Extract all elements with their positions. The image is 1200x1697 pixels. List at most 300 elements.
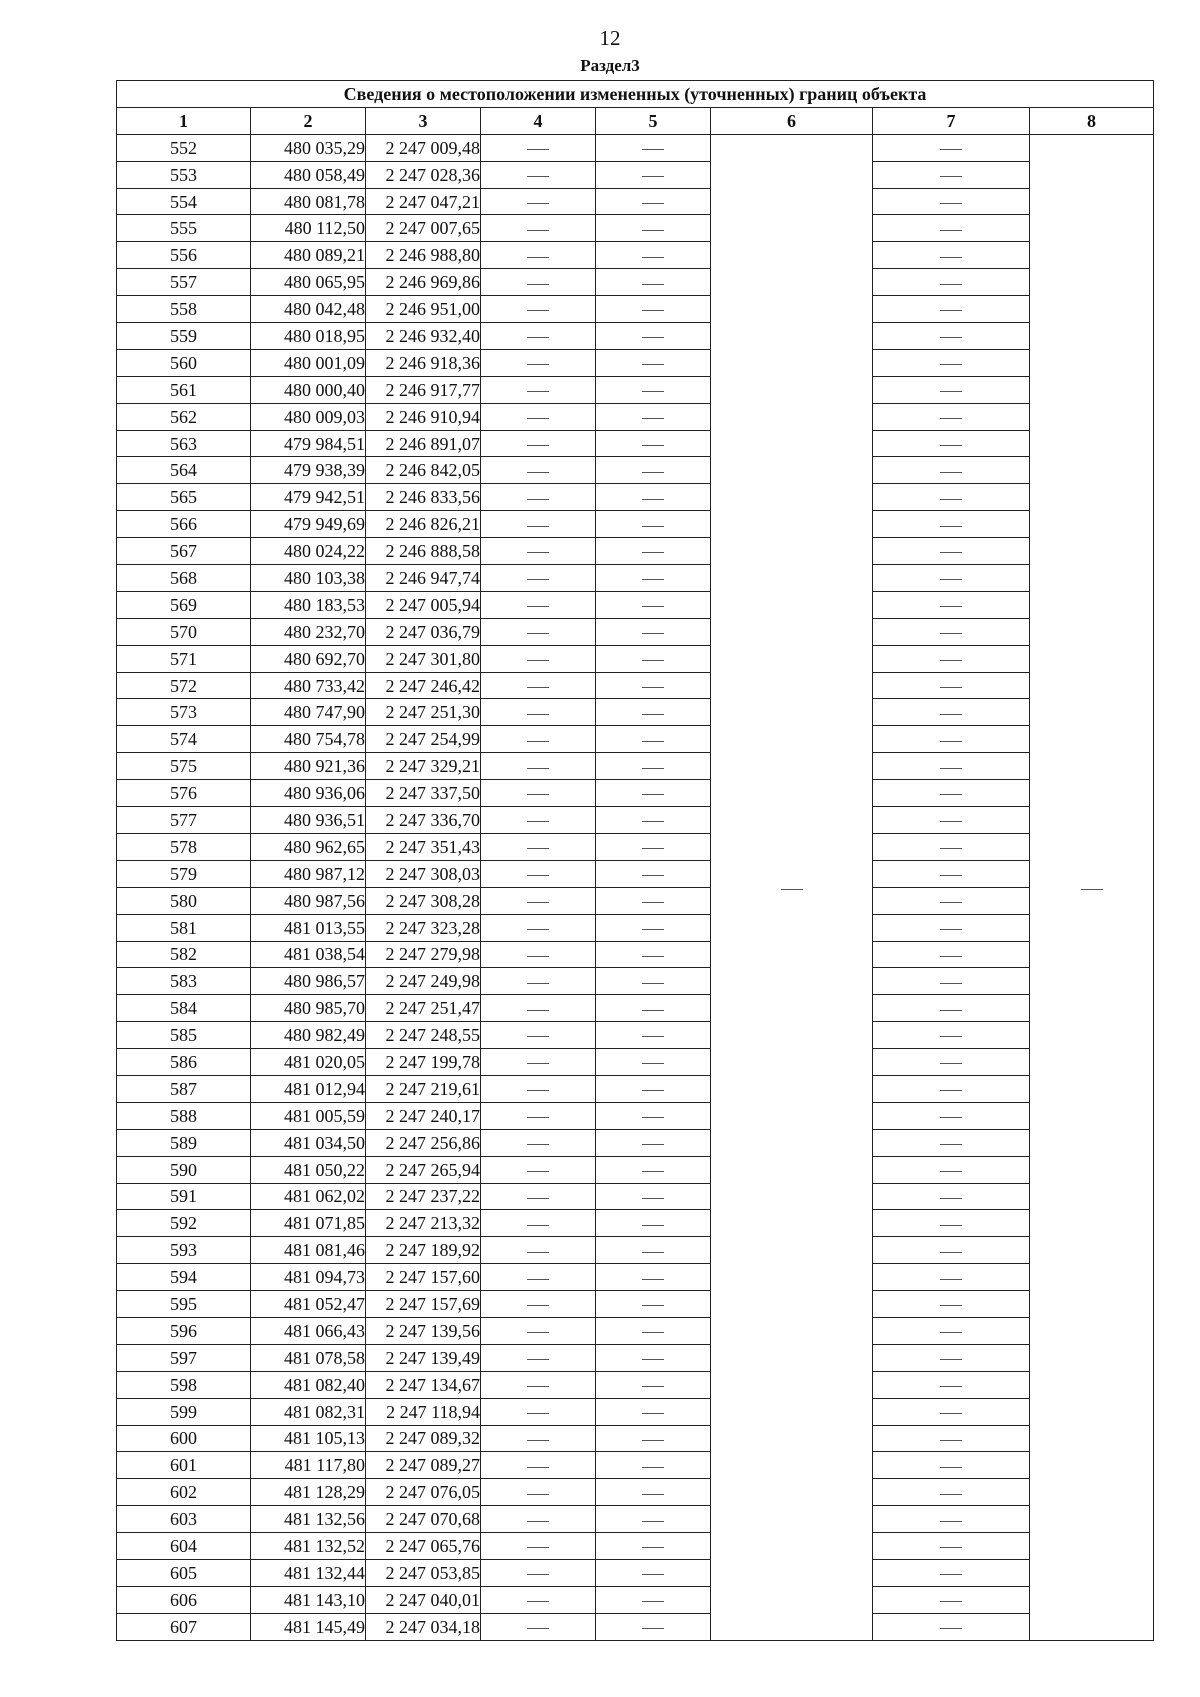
dash-mark <box>527 768 549 769</box>
dash-mark <box>527 203 549 204</box>
table-row <box>117 269 1154 296</box>
coordinate-y-cell: 2 246 826,21 <box>366 511 481 538</box>
dash-mark <box>527 284 549 285</box>
col5-empty-cell <box>596 618 711 645</box>
table-row <box>117 538 1154 565</box>
column-header: 8 <box>1030 107 1154 134</box>
col5-empty-cell <box>596 134 711 161</box>
col7-empty-cell <box>873 1317 1030 1344</box>
col7-empty-cell <box>873 699 1030 726</box>
dash-mark <box>642 149 664 150</box>
coordinate-y-cell: 2 247 249,98 <box>366 968 481 995</box>
col4-empty-cell <box>481 1371 596 1398</box>
col7-empty-cell <box>873 376 1030 403</box>
dash-mark <box>940 687 962 688</box>
coordinate-y-cell: 2 247 323,28 <box>366 914 481 941</box>
coordinate-x-cell: 481 143,10 <box>251 1586 366 1613</box>
coordinate-x-cell: 480 982,49 <box>251 1022 366 1049</box>
col4-empty-cell <box>481 242 596 269</box>
dash-mark <box>642 1171 664 1172</box>
coordinate-y-cell: 2 247 351,43 <box>366 833 481 860</box>
dash-mark <box>527 875 549 876</box>
col7-empty-cell <box>873 1398 1030 1425</box>
point-number-cell: 587 <box>117 1075 251 1102</box>
coordinate-y-cell: 2 247 308,28 <box>366 887 481 914</box>
dash-mark <box>527 794 549 795</box>
coordinate-x-cell: 480 962,65 <box>251 833 366 860</box>
col7-empty-cell <box>873 968 1030 995</box>
column-header: 1 <box>117 107 251 134</box>
col7-empty-cell <box>873 1533 1030 1560</box>
dash-mark <box>940 1467 962 1468</box>
point-number-cell: 564 <box>117 457 251 484</box>
dash-mark <box>940 472 962 473</box>
point-number-cell: 605 <box>117 1559 251 1586</box>
coordinate-x-cell: 480 001,09 <box>251 349 366 376</box>
dash-mark <box>940 983 962 984</box>
col7-empty-cell <box>873 1210 1030 1237</box>
dash-mark <box>527 472 549 473</box>
dash-mark <box>642 445 664 446</box>
column-header: 6 <box>711 107 873 134</box>
point-number-cell: 580 <box>117 887 251 914</box>
col5-empty-cell <box>596 780 711 807</box>
table-row <box>117 215 1154 242</box>
point-number-cell: 589 <box>117 1129 251 1156</box>
dash-mark <box>940 418 962 419</box>
point-number-cell: 572 <box>117 672 251 699</box>
dash-mark <box>940 230 962 231</box>
coordinate-y-cell: 2 247 219,61 <box>366 1075 481 1102</box>
coordinate-y-cell: 2 246 842,05 <box>366 457 481 484</box>
col5-empty-cell <box>596 860 711 887</box>
dash-mark <box>527 1010 549 1011</box>
table-row <box>117 941 1154 968</box>
dash-mark <box>642 633 664 634</box>
dash-mark <box>642 1305 664 1306</box>
dash-mark <box>527 848 549 849</box>
coordinate-x-cell: 480 024,22 <box>251 538 366 565</box>
col4-empty-cell <box>481 1398 596 1425</box>
dash-mark <box>940 1494 962 1495</box>
boundary-coordinates-table <box>116 80 1154 1641</box>
coordinate-y-cell: 2 247 028,36 <box>366 161 481 188</box>
dash-mark <box>940 1010 962 1011</box>
dash-mark <box>527 1386 549 1387</box>
col7-empty-cell <box>873 430 1030 457</box>
coordinate-x-cell: 481 132,56 <box>251 1506 366 1533</box>
table-row <box>117 699 1154 726</box>
col7-empty-cell <box>873 618 1030 645</box>
dash-mark <box>527 337 549 338</box>
table-row <box>117 1049 1154 1076</box>
col7-empty-cell <box>873 860 1030 887</box>
coordinate-y-cell: 2 247 189,92 <box>366 1237 481 1264</box>
dash-mark <box>940 794 962 795</box>
coordinate-x-cell: 480 035,29 <box>251 134 366 161</box>
dash-mark <box>940 1063 962 1064</box>
coordinate-x-cell: 480 183,53 <box>251 591 366 618</box>
col5-empty-cell <box>596 887 711 914</box>
point-number-cell: 607 <box>117 1613 251 1640</box>
dash-mark <box>940 929 962 930</box>
point-number-cell: 582 <box>117 941 251 968</box>
col5-empty-cell <box>596 941 711 968</box>
dash-mark <box>940 1198 962 1199</box>
dash-mark <box>527 176 549 177</box>
dash-mark <box>642 1332 664 1333</box>
table-row <box>117 1559 1154 1586</box>
table-row <box>117 1425 1154 1452</box>
dash-mark <box>940 1628 962 1629</box>
dash-mark <box>642 875 664 876</box>
col4-empty-cell <box>481 538 596 565</box>
col5-empty-cell <box>596 699 711 726</box>
table-row <box>117 511 1154 538</box>
dash-mark <box>527 1225 549 1226</box>
dash-mark <box>642 230 664 231</box>
dash-mark <box>642 203 664 204</box>
dash-mark <box>527 1063 549 1064</box>
col7-empty-cell <box>873 296 1030 323</box>
dash-mark <box>527 1413 549 1414</box>
col7-empty-cell <box>873 1425 1030 1452</box>
col4-empty-cell <box>481 269 596 296</box>
table-row <box>117 1613 1154 1640</box>
col4-empty-cell <box>481 1237 596 1264</box>
dash-mark <box>642 929 664 930</box>
dash-mark <box>642 741 664 742</box>
dash-mark <box>940 1547 962 1548</box>
col7-empty-cell <box>873 726 1030 753</box>
dash-mark <box>642 418 664 419</box>
coordinate-y-cell: 2 247 009,48 <box>366 134 481 161</box>
col5-empty-cell <box>596 457 711 484</box>
point-number-cell: 591 <box>117 1183 251 1210</box>
table-row <box>117 296 1154 323</box>
column-header: 5 <box>596 107 711 134</box>
col5-empty-cell <box>596 538 711 565</box>
coordinate-y-cell: 2 247 134,67 <box>366 1371 481 1398</box>
coordinate-y-cell: 2 247 251,30 <box>366 699 481 726</box>
dash-mark <box>642 579 664 580</box>
coordinate-y-cell: 2 247 047,21 <box>366 188 481 215</box>
coordinate-y-cell: 2 247 139,49 <box>366 1344 481 1371</box>
coordinate-y-cell: 2 247 213,32 <box>366 1210 481 1237</box>
col7-empty-cell <box>873 645 1030 672</box>
point-number-cell: 584 <box>117 995 251 1022</box>
col7-empty-cell <box>873 1371 1030 1398</box>
dash-mark <box>642 1063 664 1064</box>
coordinate-y-cell: 2 247 329,21 <box>366 753 481 780</box>
col4-empty-cell <box>481 1344 596 1371</box>
col4-empty-cell <box>481 699 596 726</box>
table-row <box>117 1344 1154 1371</box>
dash-mark <box>527 902 549 903</box>
dash-mark <box>527 1467 549 1468</box>
table-row <box>117 1317 1154 1344</box>
dash-mark <box>940 203 962 204</box>
col5-empty-cell <box>596 215 711 242</box>
column-header: 4 <box>481 107 596 134</box>
col5-empty-cell <box>596 1371 711 1398</box>
coordinate-y-cell: 2 247 248,55 <box>366 1022 481 1049</box>
coordinate-y-cell: 2 246 988,80 <box>366 242 481 269</box>
dash-mark <box>527 257 549 258</box>
dash-mark <box>642 1144 664 1145</box>
table-row <box>117 349 1154 376</box>
dash-mark <box>940 310 962 311</box>
col4-empty-cell <box>481 780 596 807</box>
point-number-cell: 561 <box>117 376 251 403</box>
dash-mark <box>527 983 549 984</box>
table-row <box>117 1210 1154 1237</box>
point-number-cell: 566 <box>117 511 251 538</box>
point-number-cell: 555 <box>117 215 251 242</box>
col7-empty-cell <box>873 1237 1030 1264</box>
point-number-cell: 594 <box>117 1264 251 1291</box>
col4-empty-cell <box>481 1559 596 1586</box>
coordinate-y-cell: 2 247 251,47 <box>366 995 481 1022</box>
point-number-cell: 600 <box>117 1425 251 1452</box>
point-number-cell: 593 <box>117 1237 251 1264</box>
dash-mark <box>940 606 962 607</box>
col4-empty-cell <box>481 807 596 834</box>
col7-empty-cell <box>873 457 1030 484</box>
dash-mark <box>940 875 962 876</box>
col5-empty-cell <box>596 1559 711 1586</box>
coordinate-x-cell: 481 062,02 <box>251 1183 366 1210</box>
col5-empty-cell <box>596 1210 711 1237</box>
dash-mark <box>527 714 549 715</box>
coordinate-y-cell: 2 247 301,80 <box>366 645 481 672</box>
col5-empty-cell <box>596 672 711 699</box>
col7-empty-cell <box>873 1452 1030 1479</box>
dash-mark <box>642 660 664 661</box>
coordinate-x-cell: 479 949,69 <box>251 511 366 538</box>
dash-mark <box>527 1628 549 1629</box>
table-row <box>117 726 1154 753</box>
point-number-cell: 569 <box>117 591 251 618</box>
dash-mark <box>940 1440 962 1441</box>
point-number-cell: 568 <box>117 565 251 592</box>
col7-empty-cell <box>873 995 1030 1022</box>
point-number-cell: 573 <box>117 699 251 726</box>
point-number-cell: 557 <box>117 269 251 296</box>
table-row <box>117 672 1154 699</box>
coordinate-x-cell: 480 000,40 <box>251 376 366 403</box>
col4-empty-cell <box>481 565 596 592</box>
point-number-cell: 598 <box>117 1371 251 1398</box>
dash-mark <box>527 391 549 392</box>
coordinate-x-cell: 481 078,58 <box>251 1344 366 1371</box>
dash-mark <box>642 794 664 795</box>
dash-mark <box>527 526 549 527</box>
coordinate-x-cell: 480 733,42 <box>251 672 366 699</box>
coordinate-x-cell: 480 232,70 <box>251 618 366 645</box>
point-number-cell: 603 <box>117 1506 251 1533</box>
coordinate-x-cell: 480 058,49 <box>251 161 366 188</box>
dash-mark <box>940 1386 962 1387</box>
dash-mark <box>527 956 549 957</box>
col7-empty-cell <box>873 403 1030 430</box>
coordinate-x-cell: 481 050,22 <box>251 1156 366 1183</box>
dash-mark <box>940 741 962 742</box>
coordinate-y-cell: 2 247 157,60 <box>366 1264 481 1291</box>
dash-mark <box>642 956 664 957</box>
dash-mark <box>527 660 549 661</box>
col4-empty-cell <box>481 430 596 457</box>
coordinate-x-cell: 481 117,80 <box>251 1452 366 1479</box>
dash-mark <box>527 499 549 500</box>
coordinate-y-cell: 2 246 918,36 <box>366 349 481 376</box>
dash-mark <box>940 1359 962 1360</box>
col7-empty-cell <box>873 1156 1030 1183</box>
dash-mark <box>527 1440 549 1441</box>
col4-empty-cell <box>481 941 596 968</box>
col5-empty-cell <box>596 1049 711 1076</box>
dash-mark <box>642 1628 664 1629</box>
dash-mark <box>940 337 962 338</box>
dash-mark <box>642 1279 664 1280</box>
table-row <box>117 1452 1154 1479</box>
table-row <box>117 995 1154 1022</box>
col7-empty-cell <box>873 538 1030 565</box>
col7-empty-cell <box>873 672 1030 699</box>
col7-empty-cell <box>873 161 1030 188</box>
point-number-cell: 553 <box>117 161 251 188</box>
coordinate-y-cell: 2 247 139,56 <box>366 1317 481 1344</box>
coordinate-y-cell: 2 247 089,27 <box>366 1452 481 1479</box>
dash-mark <box>940 1117 962 1118</box>
coordinate-x-cell: 481 052,47 <box>251 1291 366 1318</box>
dash-mark <box>642 1521 664 1522</box>
dash-mark <box>940 176 962 177</box>
col4-empty-cell <box>481 1156 596 1183</box>
dash-mark <box>940 1144 962 1145</box>
coordinate-x-cell: 479 938,39 <box>251 457 366 484</box>
col4-empty-cell <box>481 1586 596 1613</box>
col5-empty-cell <box>596 1425 711 1452</box>
coordinate-x-cell: 480 103,38 <box>251 565 366 592</box>
point-number-cell: 578 <box>117 833 251 860</box>
col4-empty-cell <box>481 511 596 538</box>
coordinate-y-cell: 2 247 308,03 <box>366 860 481 887</box>
coordinate-x-cell: 481 020,05 <box>251 1049 366 1076</box>
col7-empty-cell <box>873 565 1030 592</box>
coordinate-x-cell: 480 987,56 <box>251 887 366 914</box>
point-number-cell: 562 <box>117 403 251 430</box>
coordinate-y-cell: 2 246 910,94 <box>366 403 481 430</box>
dash-mark <box>940 633 962 634</box>
dash-mark <box>527 1144 549 1145</box>
table-row <box>117 457 1154 484</box>
dash-mark <box>940 1574 962 1575</box>
coordinate-x-cell: 480 081,78 <box>251 188 366 215</box>
coordinate-x-cell: 481 081,46 <box>251 1237 366 1264</box>
dash-mark <box>940 1036 962 1037</box>
col5-empty-cell <box>596 833 711 860</box>
coordinate-y-cell: 2 246 932,40 <box>366 323 481 350</box>
col4-empty-cell <box>481 1075 596 1102</box>
col4-empty-cell <box>481 1210 596 1237</box>
col7-empty-cell <box>873 753 1030 780</box>
col7-empty-cell <box>873 134 1030 161</box>
dash-mark <box>940 821 962 822</box>
coordinate-y-cell: 2 246 888,58 <box>366 538 481 565</box>
col5-empty-cell <box>596 242 711 269</box>
dash-mark <box>527 821 549 822</box>
col5-empty-cell <box>596 1506 711 1533</box>
point-number-cell: 601 <box>117 1452 251 1479</box>
dash-mark <box>527 1332 549 1333</box>
table-row <box>117 591 1154 618</box>
table-row <box>117 1264 1154 1291</box>
table-row <box>117 161 1154 188</box>
coordinate-x-cell: 480 042,48 <box>251 296 366 323</box>
table-row <box>117 833 1154 860</box>
point-number-cell: 606 <box>117 1586 251 1613</box>
dash-mark <box>527 606 549 607</box>
page-number: 12 <box>599 26 621 50</box>
dash-mark <box>642 1413 664 1414</box>
table-row <box>117 1075 1154 1102</box>
dash-mark <box>1081 889 1103 890</box>
dash-mark <box>527 1198 549 1199</box>
col7-empty-cell <box>873 1102 1030 1129</box>
table-row <box>117 1533 1154 1560</box>
col4-empty-cell <box>481 1129 596 1156</box>
table-row <box>117 1022 1154 1049</box>
table-row <box>117 484 1154 511</box>
dash-mark <box>642 364 664 365</box>
column-header: 7 <box>873 107 1030 134</box>
col8-merged-empty-cell <box>1030 134 1154 1640</box>
col7-empty-cell <box>873 323 1030 350</box>
col4-empty-cell <box>481 1452 596 1479</box>
dash-mark <box>940 1332 962 1333</box>
coordinate-x-cell: 480 692,70 <box>251 645 366 672</box>
coordinate-y-cell: 2 246 951,00 <box>366 296 481 323</box>
dash-mark <box>642 848 664 849</box>
dash-mark <box>527 1547 549 1548</box>
dash-mark <box>642 472 664 473</box>
dash-mark <box>642 176 664 177</box>
point-number-cell: 558 <box>117 296 251 323</box>
coordinate-x-cell: 481 094,73 <box>251 1264 366 1291</box>
col4-empty-cell <box>481 968 596 995</box>
point-number-cell: 588 <box>117 1102 251 1129</box>
coordinate-y-cell: 2 247 036,79 <box>366 618 481 645</box>
dash-mark <box>527 929 549 930</box>
col5-empty-cell <box>596 269 711 296</box>
col4-empty-cell <box>481 349 596 376</box>
col7-empty-cell <box>873 887 1030 914</box>
point-number-cell: 575 <box>117 753 251 780</box>
dash-mark <box>527 418 549 419</box>
col5-empty-cell <box>596 995 711 1022</box>
dash-mark <box>642 687 664 688</box>
table-row <box>117 887 1154 914</box>
dash-mark <box>642 1467 664 1468</box>
col4-empty-cell <box>481 1049 596 1076</box>
dash-mark <box>527 579 549 580</box>
point-number-cell: 597 <box>117 1344 251 1371</box>
point-number-cell: 565 <box>117 484 251 511</box>
col4-empty-cell <box>481 215 596 242</box>
dash-mark <box>527 1117 549 1118</box>
dash-mark <box>642 1574 664 1575</box>
